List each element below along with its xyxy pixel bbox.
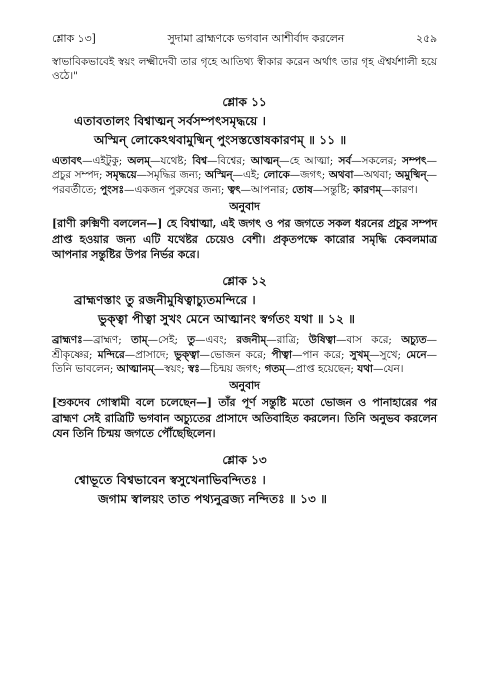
synonym-meaning: —পান করে;	[291, 348, 350, 361]
synonym-word: স্বঃ	[187, 362, 200, 375]
synonym-meaning: —পরবর্তীতে;	[52, 169, 438, 196]
sloka-11-translation: [রাণী রুক্মিণী বললেন—] হে বিশ্বাত্মা, এই জগৎ ও পর জগতে সকল ধরনের প্রচুর সম্পদ প্রাপ্ত হওয়ার জন্য এটি যথেষ্টর চেয়েও বেশী। প্রকৃতপক্ষে কারোর সমৃদ্ধি কেবলমাত্র আপনার সন্তুষ্টির উপর নির্ভর করে।	[52, 216, 437, 262]
sloka-13-verse	[52, 471, 437, 509]
intro-paragraph: স্বাভাবিকভাবেই স্বয়ং লক্ষ্মীদেবী তার গৃহে আতিথ্য স্বীকার করেন অর্থাৎ তার গৃহ ঐশ্বর্যশালী হয়ে ওঠে।"	[52, 55, 437, 83]
synonym-word: ত্বৎ	[227, 183, 241, 196]
synonym-word: মন্দিরে	[97, 348, 125, 361]
synonym-word: লোকে	[263, 169, 290, 182]
synonym-word: তু	[187, 334, 195, 347]
synonym-meaning: —একজন পুরুষের জন্য;	[124, 183, 228, 196]
sloka-12-verse	[52, 291, 437, 329]
sloka-12-line-2: ভুক্ত্বা পীত্বা সুখং মেনে আত্মানং স্বর্গতং যথা ॥ ১২ ॥	[98, 312, 356, 327]
synonym-meaning: —চিন্ময় জগৎ;	[199, 362, 265, 375]
sloka-13-line-1: শ্বোভূতে বিশ্বভাবেন স্বসুখেনাভিবন্দিতঃ ।	[74, 472, 266, 487]
synonym-word: উষিত্বা	[308, 334, 336, 347]
synonym-meaning: —সকলের;	[351, 154, 403, 167]
synonym-meaning: —ব্রাহ্মণ;	[82, 334, 131, 347]
synonym-word: সুখম্	[349, 348, 370, 361]
synonym-word: গতম্	[264, 362, 285, 375]
synonym-word: তোষ	[291, 183, 313, 196]
sloka-11-title: শ্লোক ১১	[222, 94, 267, 109]
synonym-word: পুংসঃ	[100, 183, 125, 196]
synonym-word: অমুষ্মিন্	[395, 169, 427, 182]
synonym-word: মেনে	[406, 348, 427, 361]
synonym-meaning: —এইটুকু;	[82, 154, 128, 167]
sloka-11-line-1: এতাবতালং বিশ্বাত্মন্ সর্বসম্পৎসমৃদ্ধয়ে ।	[74, 114, 266, 129]
synonym-word: কারণম্	[353, 183, 382, 196]
synonym-meaning: —সেই;	[147, 334, 188, 347]
synonym-meaning: —রাত্রি;	[266, 334, 309, 347]
synonym-meaning: —ভোজন করে;	[199, 348, 272, 361]
synonym-meaning: —প্রাপ্ত হয়েছেন;	[284, 362, 358, 375]
synonym-meaning: —যথেষ্ট;	[150, 154, 193, 167]
synonym-word: সমৃদ্ধয়ে	[106, 169, 137, 182]
synonym-meaning: —বিশ্বের;	[207, 154, 251, 167]
synonym-word: বিশ্ব	[192, 154, 208, 167]
synonym-meaning: —সুখে;	[369, 348, 407, 361]
synonym-word: ব্রাহ্মণঃ	[52, 334, 83, 347]
synonym-word: অথবা	[328, 169, 354, 182]
synonym-word: ভুক্ত্বা	[174, 348, 200, 361]
synonym-word: আত্মানম্	[116, 362, 154, 375]
synonym-meaning: —প্রচুর সম্পদ;	[52, 154, 437, 182]
sloka-12-line-1: ব্রাহ্মণস্তাং তু রজনীমুষিত্বাচ্যুতমন্দিরে ।	[74, 293, 256, 308]
page-header	[52, 32, 437, 53]
header-sloka-ref: শ্লোক ১৩]	[52, 32, 96, 45]
synonym-word: তাম্	[130, 334, 148, 347]
page-number: ২৫৯	[415, 32, 437, 45]
sloka-11-verse	[52, 112, 437, 150]
sloka-13-line-2: জগাম স্বালয়ং তাত পথ্যনুব্রজ্য নন্দিতঃ ॥ ১৩ ॥	[98, 491, 328, 506]
header-title: সুদামা ব্রাহ্মণকে ভগবান আশীর্বাদ করলেন	[167, 32, 345, 45]
synonym-meaning: —যেন।	[372, 362, 404, 375]
synonym-meaning: —এই;	[232, 169, 264, 182]
synonym-word: অলম্	[127, 154, 151, 167]
synonym-word: সর্ব	[338, 154, 352, 167]
synonym-meaning: —তিনি ভাবলেন;	[52, 348, 437, 375]
sloka-13-title: শ্লোক ১৩	[222, 453, 267, 468]
sloka-11-anubad-label: অনুবাদ	[229, 200, 260, 214]
synonym-meaning: —সমৃদ্ধির জন্য;	[136, 169, 205, 182]
synonym-word: যথা	[357, 362, 373, 375]
synonym-meaning: —স্বয়ং;	[153, 362, 188, 375]
sloka-12-title: শ্লোক ১২	[222, 273, 267, 288]
synonym-meaning: —অথবা;	[353, 169, 396, 182]
synonym-meaning: —আপনার;	[240, 183, 292, 196]
synonym-meaning: —জগৎ;	[289, 169, 329, 182]
synonym-word: সম্পৎ	[402, 154, 427, 167]
synonym-word: পীত্বা	[271, 348, 292, 361]
synonym-meaning: —প্রাসাদে;	[124, 348, 175, 361]
sloka-12-synonyms	[52, 333, 437, 376]
synonym-word: অস্মিন্	[205, 169, 233, 182]
sloka-12-translation: [শুকদেব গোস্বামী বলে চলেছেন—] তাঁর পূর্ণ সন্তুষ্টি মতো ভোজন ও পানাহারের পর ব্রাহ্মণ সেই রাত্রিটি ভগবান অচ্যুতের প্রাসাদে অতিবাহিত করলেন। তিনি অনুভব করলেন যেন তিনি চিন্ময় জগতে পৌঁছেছিলেন।	[52, 396, 437, 441]
synonym-meaning: —শ্রীকৃষ্ণের;	[52, 334, 437, 361]
synonym-word: অচ্যুত	[401, 334, 427, 347]
synonym-word: আত্মন্	[250, 154, 280, 167]
synonym-meaning: —কারণ।	[381, 183, 418, 196]
synonym-word: রজনীম্	[236, 334, 267, 347]
synonym-meaning: —সন্তুষ্টি;	[312, 183, 354, 196]
synonym-word: এতাবৎ	[52, 154, 83, 167]
synonym-meaning: —বাস করে;	[335, 334, 402, 347]
sloka-11-line-2: অস্মিন্ লোকেঽথবামুষ্মিন্ পুংসস্তত্তোষকারণম্ ॥ ১১ ॥	[94, 133, 347, 148]
synonym-meaning: —হে আত্মা;	[279, 154, 339, 167]
synonym-meaning: —এবং;	[195, 334, 237, 347]
sloka-11-synonyms	[52, 154, 437, 197]
sloka-12-anubad-label: অনুবাদ	[229, 379, 260, 393]
